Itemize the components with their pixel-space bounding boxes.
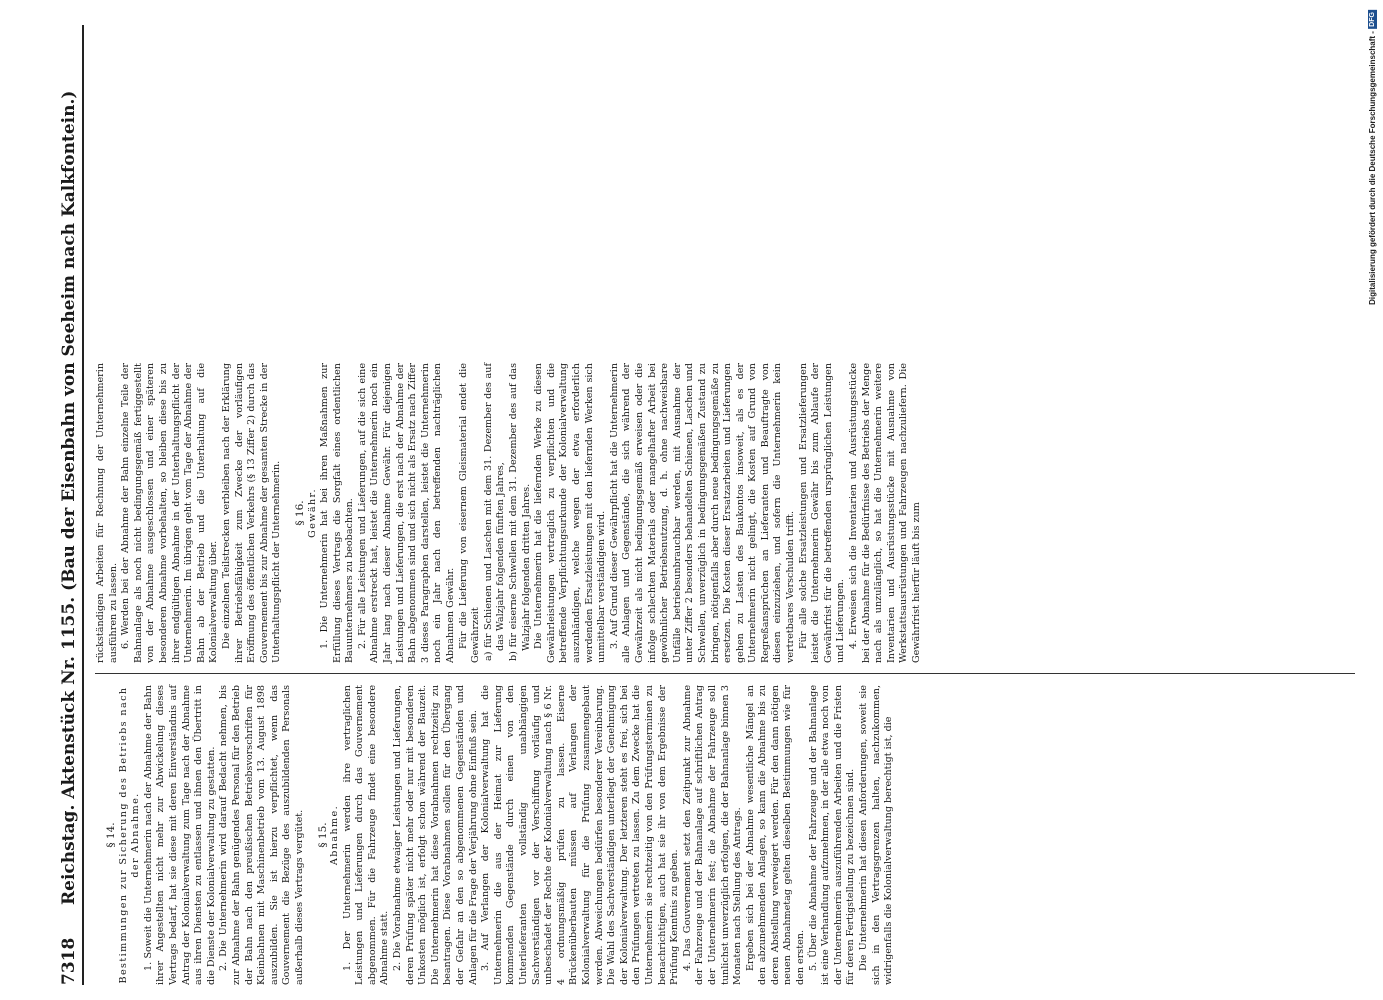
page-header xyxy=(45,25,84,985)
paragraph: 6. Werden bei der Abnahme der Bahn einzelne Teile der Bahnanlage als noch nicht bedingungsgemäß fertiggestellt von der Abnahme ausgeschlossen und einer späteren besonderen Abnahme vorbehalten, so bleiben diese bis zu ihrer endgültigen Abnahme in der Unterhaltungspflicht der Unternehmerin. Im übrigen geht vom Tage der Abnahme der Bahn ab der Betrieb und die Unterhaltung auf die Kolonialverwaltung über. xyxy=(120,363,220,663)
paragraph: 1. Die Unternehmerin hat bei ihren Maßnahmen zur Erfüllung dieses Vertrags die Sorgfalt eines ordentlichen Bauunternehmers zu beobachten. xyxy=(319,363,356,663)
credit-text: Digitalisierung gefördert durch die Deutsche Forschungsgemeinschaft - xyxy=(1368,31,1377,305)
paragraph: Die Unternehmerin hat diesen Anforderungen, soweit sie sich in den Vertragsgrenzen halten, nachzukommen, widrigenfalls die Kolonialverwaltung berechtigt ist, die xyxy=(858,685,895,985)
paragraph: 2. Die Vorabnahme etwaiger Leistungen und Lieferungen, deren Prüfung später nicht mehr oder nur mit besonderen Unkosten möglich ist, erfolgt schon während der Bauzeit. Die Unternehmerin hat diese Vorabnahmen rechtzeitig zu beantragen. Diese Vorabnahmen sollen für den Übergang der Gefahr an den so abgenommenen Gegenständen und Anlagen für die Frage der Verjährung ohne Einfluß sein. xyxy=(392,685,479,985)
paragraph: Die einzelnen Teilstrecken verbleiben nach der Erklärung ihrer Betriebsfähigkeit zum Zwecke der vorläufigen Eröffnung des öffentlichen Verkehrs (§ 13 Ziffer 2) durch das Gouvernement bis zur Abnahme der gesamten Strecke in der Unterhaltungspflicht der Unternehmerin. xyxy=(220,363,283,663)
paragraph: 2. Für alle Leistungen und Lieferungen, auf die sich eine Abnahme erstreckt hat, leistet die Unternehmerin noch ein Jahr lang nach dieser Abnahme Gewähr. Für diejenigen Leistungen und Lieferungen, die erst nach der Abnahme der Bahn abgenommen sind und sich nicht als Ersatz nach Ziffer 3 dieses Paragraphen darstellen, leistet die Unternehmerin noch ein Jahr nach den betreffenden nachträglichen Abnahmen Gewähr. xyxy=(356,363,457,663)
paragraph: 1. Der Unternehmerin werden ihre vertraglichen Leistungen und Lieferungen durch das Gouvernement abgenommen. Für die Fahrzeuge findet eine besondere Abnahme statt. xyxy=(341,685,391,985)
dfg-logo: DFG xyxy=(1369,12,1376,27)
paragraph: 3. Auf Grund dieser Gewährpflicht hat die Unternehmerin alle Anlagen und Gegenstände, die sich während der Gewährzeit als nicht bedingungsgemäß erweisen oder die infolge schlechten Materials oder mangelhafter Arbeit bei gewöhnlicher Betriebsnutzung, d. h. ohne nachweisbare Unfälle betriebsunbrauchbar werden, mit Ausnahme der unter Ziffer 2 besonders behandelten Schienen, Laschen und Schwellen, unverzüglich in bedingungsgemäßen Zustand zu bringen, nötigenfalls aber durch neue bedingungsgemäße zu ersetzen. Die Kosten dieser Ersatzarbeiten und Lieferungen gehen zu Lasten des Baukontos insoweit, als es der Unternehmerin nicht gelingt, die Kosten auf Grund von Regreßansprüchen an Lieferanten und Beauftragte von diesen einzuziehen, und sofern die Unternehmerin kein vertretbares Verschulden trifft. xyxy=(608,363,797,663)
paragraph: 1. Soweit die Unternehmerin nach der Abnahme der Bahn ihrer Angestellten nicht mehr zur Abwickelung dieses Vertrags bedarf, hat sie diese mit deren Einverständnis auf Antrag der Kolonialverwaltung zum Tage nach der Abnahme aus ihren Diensten zu entlassen und ihnen den Übertritt in die Dienste der Kolonialverwaltung zu gestatten. xyxy=(142,685,217,985)
running-title: Reichstag. Aktenstück Nr. 1155. (Bau der Eisenbahn von Seeheim nach Kalkfontein.) xyxy=(59,90,79,905)
paragraph: Ergeben sich bei der Abnahme wesentliche Mängel an den abzunehmenden Anlagen, so kann die Abnahme bis zu deren Abstellung verweigert werden. Für den dann nötigen neuen Abnahmetag gelten dieselben Bestimmungen wie für den ersten. xyxy=(744,685,807,985)
paragraph: Die Unternehmerin hat die liefernden Werke zu diesen Gewährleistungen vertraglich zu verpflichten und die betreffende Verpflichtungsurkunde der Kolonialverwaltung auszuhändigen, welche wegen der etwa erforderlich werdenden Ersatzleistungen mit den liefernden Werken sich unmittelbar verständigen wird. xyxy=(533,363,608,663)
paragraph: Für die Lieferung von eisernem Gleismaterial endet die Gewährzeit xyxy=(457,363,482,663)
paragraph: b) für eiserne Schwellen mit dem 31. Dezember des auf das Walzjahr folgenden dritten Jahres. xyxy=(508,363,532,661)
section-number: § 15. xyxy=(316,822,329,848)
section-number: § 14. xyxy=(105,822,117,848)
paragraph: a) für Schienen und Laschen mit dem 31. Dezember des auf das Walzjahr folgenden fünften Jahres, xyxy=(482,363,507,661)
paragraph: 4. Das Gouvernement setzt den Zeitpunkt zur Abnahme der Fahrzeuge und der Bahnanlage auf schriftlichen Antrag der Unternehmerin fest; die Abnahme der Fahrzeuge soll tunlichst unverzüglich erfolgen, die der Bahnanlage binnen 3 Monaten nach Stellung des Antrags. xyxy=(681,685,744,985)
column-left xyxy=(95,685,1355,985)
column-divider xyxy=(95,673,1355,674)
page-number: 7318 xyxy=(59,937,79,985)
column-middle xyxy=(95,363,1355,663)
digitization-credit xyxy=(1368,10,1377,305)
paragraph: 4. Erweisen sich die Inventarien und Ausrüstungsstücke bei der Abnahme für die Bedürfnisse des Betriebs der Menge nach als unzulänglich, so hat die Unternehmerin weitere Inventarien und Ausrüstungsstücke mit Ausnahme von Werkstattsausrüstungen und Fahrzeugen nachzuliefern. Die Gewährfrist hierfür läuft bis zum xyxy=(848,363,922,663)
paragraph: 2. Die Unternehmerin wird darauf Bedacht nehmen, bis zur Abnahme der Bahn genügendes Personal für den Betrieb der Bahn nach den preußischen Betriebsvorschriften für Kleinbahnen mit Maschinenbetrieb vom 13. August 1898 auszubilden. Sie ist hierzu verpflichtet, wenn das Gouvernement die Bezüge des auszubildenden Personals außerhalb dieses Vertrags vergütet. xyxy=(218,685,305,985)
paragraph: 5. Über die Abnahme der Fahrzeuge und der Bahnanlage ist eine Verhandlung aufzunehmen, in der alle etwa noch von der Unternehmerin auszuführenden Arbeiten und die Fristen für deren Fertigstellung zu bezeichnen sind. xyxy=(807,685,857,985)
rotated-page xyxy=(45,25,1355,985)
section-heading: Abnahme. xyxy=(329,804,341,866)
section-number: § 16. xyxy=(293,500,306,526)
section-heading: Bestimmungen zur Sicherung des Betriebs nach der Abnahme. xyxy=(117,686,142,984)
paragraph: 3. Auf Verlangen der Kolonialverwaltung hat die Unternehmerin die aus der Heimat zur Lieferung kommenden Gegenstände durch einen von den Unterlieferanten vollständig unabhängigen Sachverständigen vor der Verschiffung vorläufig und unbeschadet der Rechte der Kolonialverwaltung nach § 6 Nr. 4 ordnungsmäßig prüfen zu lassen. Eiserne Brückenüberbauten müssen auf Verlangen der Kolonialverwaltung für die Prüfung zusammengebaut werden. Abweichungen bedürfen besonderer Vereinbarung. Die Wahl des Sachverständigen unterliegt der Genehmigung der Kolonialverwaltung. Der letzteren steht es frei, sich bei den Prüfungen vertreten zu lassen. Zu dem Zwecke hat die Unternehmerin sie rechtzeitig von den Prüfungsterminen zu benachrichtigen, auch hat sie ihr von dem Ergebnisse der Prüfung Kenntnis zu geben. xyxy=(480,685,681,985)
paragraph: Für alle solche Ersatzleistungen und Ersatzlieferungen leistet die Unternehmerin Gewähr bis zum Ablaufe der Gewährfrist für die betreffenden ursprünglichen Leistungen und Lieferungen. xyxy=(797,363,847,663)
section-heading: Gewähr. xyxy=(306,488,318,538)
paragraph: rückständigen Arbeiten für Rechnung der Unternehmerin ausführen zu lassen. xyxy=(95,363,119,663)
